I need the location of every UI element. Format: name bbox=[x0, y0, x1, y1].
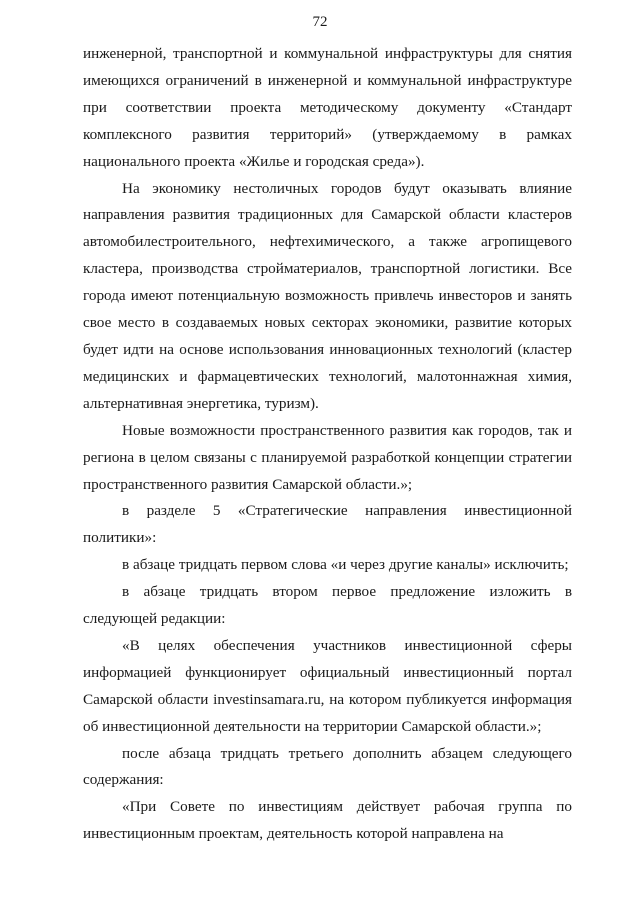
paragraph-1: инженерной, транспортной и коммунальной инфраструктуры для снятия имеющихся ограничений в инженерной и коммунальной инфраструктуре при соответствии проекта методическому документу «Стандарт комплексного развития территорий» (утверждаемому в рамках национального проекта «Жилье и городская среда»). bbox=[83, 45, 572, 170]
paragraph-7: «В целях обеспечения участников инвестиционной сферы информацией функционирует официальный инвестиционный портал Самарской области investinsamara.ru, на котором публикуется информация об инвестиционной деятельности на территории Самарской области.»; bbox=[83, 636, 572, 735]
page-number: 72 bbox=[312, 14, 328, 30]
paragraph-4: в разделе 5 «Стратегические направления инвестиционной политики»: bbox=[83, 502, 572, 547]
paragraph-2: На экономику нестоличных городов будут оказывать влияние направления развития традиционных для Самарской области кластеров автомобилестроительного, нефтехимического, а также агропищевого кластера, производства стройматериалов, транспортной логистики. Все города имеют потенциальную возможность привлечь инвесторов и занять свое место в создаваемых новых секторах экономики, развитие которых будет идти на основе использования инновационных технологий (кластер медицинских и фармацевтических технологий, малотоннажная химия, альтернативная энергетика, туризм). bbox=[83, 179, 572, 412]
paragraph-5: в абзаце тридцать первом слова «и через другие каналы» исключить; bbox=[122, 556, 569, 574]
document-body bbox=[83, 41, 572, 848]
paragraph-9: «При Совете по инвестициям действует рабочая группа по инвестиционным проектам, деятельность которой направлена на bbox=[83, 798, 572, 843]
paragraph-8: после абзаца тридцать третьего дополнить абзацем следующего содержания: bbox=[83, 744, 572, 789]
paragraph-3: Новые возможности пространственного развития как городов, так и региона в целом связаны с планируемой разработкой концепции стратегии пространственного развития Самарской области.»; bbox=[83, 421, 572, 493]
paragraph-6: в абзаце тридцать втором первое предложение изложить в следующей редакции: bbox=[83, 583, 572, 628]
